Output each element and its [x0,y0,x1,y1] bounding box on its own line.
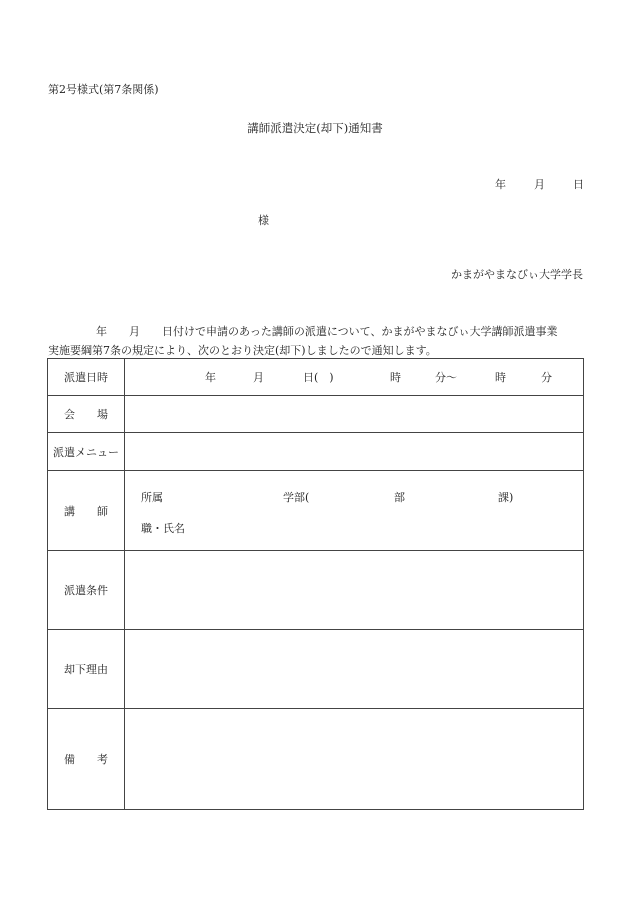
row-conditions [48,551,584,630]
field-remarks[interactable] [125,709,584,810]
dt-hour-start: 時 [390,371,401,384]
label-remarks-char-2: 考 [97,753,108,766]
field-conditions[interactable] [125,551,584,630]
row-remarks [48,709,584,810]
lecturer-section: 課) [498,491,514,504]
field-rejection-reason[interactable] [125,630,584,709]
dt-day: 日( ) [303,371,334,384]
label-venue-char-1: 会 [64,408,75,421]
row-menu [48,433,584,471]
label-remarks [48,709,125,810]
body-text [48,322,588,360]
label-menu: 派遣メニュー [48,433,125,471]
dt-month: 月 [253,371,264,384]
date-month: 月 [534,178,545,191]
lecturer-faculty: 学部( [283,491,310,504]
dt-minute-start: 分〜 [435,371,457,384]
issue-date [495,176,584,192]
dt-minute-end: 分 [541,371,552,384]
dt-hour-end: 時 [495,371,506,384]
document-title: 講師派遣決定(却下)通知書 [247,121,383,135]
label-lecturer-char-1: 講 [64,504,75,518]
row-dispatch-datetime [48,359,584,396]
lecturer-affiliation: 所属 [141,491,163,504]
date-day: 日 [573,178,584,191]
date-year: 年 [495,178,506,191]
label-venue [48,396,125,433]
field-menu[interactable] [125,433,584,471]
body-line-1: 年 月 日付けで申請のあった講師の派遣について、かまがやまなびぃ大学講師派遣事業 [96,325,558,338]
row-rejection-reason [48,630,584,709]
form-number: 第2号様式(第7条関係) [48,83,159,96]
label-remarks-char-1: 備 [64,753,75,766]
label-venue-char-2: 場 [97,408,108,421]
recipient-suffix: 様 [258,214,269,227]
field-dispatch-datetime[interactable] [125,359,584,396]
dispatch-form-table [47,358,584,810]
label-conditions: 派遣条件 [48,551,125,630]
label-dispatch-datetime: 派遣日時 [48,359,125,396]
sender-name: かまがやまなびぃ大学学長 [451,268,583,281]
field-venue[interactable] [125,396,584,433]
field-lecturer[interactable] [125,471,584,551]
row-venue [48,396,584,433]
label-lecturer [48,471,125,551]
label-lecturer-char-2: 師 [97,504,108,518]
lecturer-department: 部 [394,491,405,504]
body-line-2: 実施要綱第7条の規定により、次のとおり決定(却下)しましたので通知します。 [48,344,437,357]
label-rejection-reason: 却下理由 [48,630,125,709]
row-lecturer [48,471,584,551]
dt-year: 年 [205,371,216,384]
lecturer-position-name: 職・氏名 [141,522,185,535]
